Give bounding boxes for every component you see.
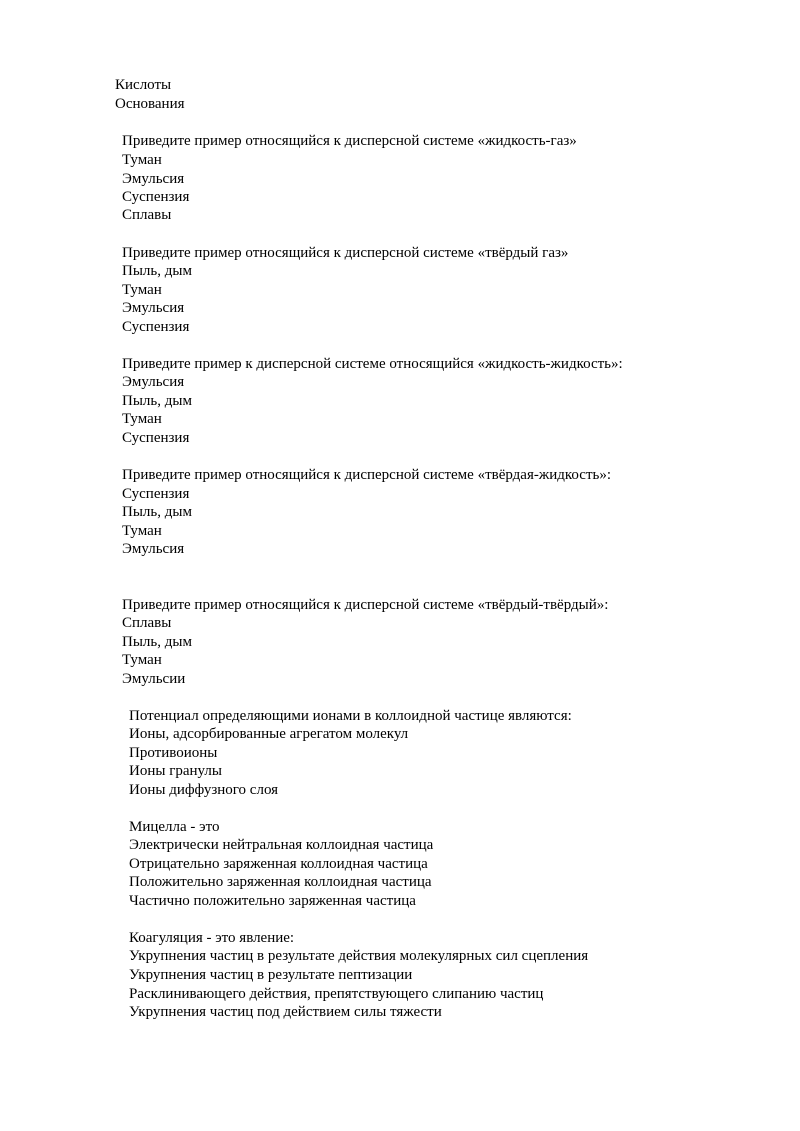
answer-option: Эмульсия: [122, 300, 185, 316]
question-prompt: Потенциал определяющими ионами в коллоидной частице являются:: [129, 708, 572, 724]
answer-option: Расклинивающего действия, препятствующего слипанию частиц: [129, 986, 544, 1002]
answer-option: Отрицательно заряженная коллоидная частица: [129, 856, 428, 872]
intro-line: Кислоты: [115, 77, 172, 93]
answer-option: Туман: [122, 411, 162, 427]
answer-option: Электрически нейтральная коллоидная частица: [129, 837, 434, 853]
question-prompt: Коагуляция - это явление:: [129, 930, 295, 946]
answer-option: Пыль, дым: [122, 634, 192, 650]
answer-option: Эмульсии: [122, 671, 186, 687]
answer-option: Туман: [122, 152, 162, 168]
answer-option: Туман: [122, 523, 162, 539]
answer-option: Сплавы: [122, 615, 172, 631]
answer-option: Ионы, адсорбированные агрегатом молекул: [129, 726, 409, 742]
question-prompt: Приведите пример относящийся к дисперсной системе «твёрдый-твёрдый»:: [122, 597, 609, 613]
answer-option: Укрупнения частиц в результате действия молекулярных сил сцепления: [129, 948, 589, 964]
answer-option: Укрупнения частиц под действием силы тяжести: [129, 1004, 442, 1020]
answer-option: Положительно заряженная коллоидная частица: [129, 874, 432, 890]
question-prompt: Приведите пример относящийся к дисперсной системе «твёрдый газ»: [122, 245, 569, 261]
answer-option: Суспензия: [122, 486, 190, 502]
answer-option: Ионы гранулы: [129, 763, 222, 779]
answer-option: Пыль, дым: [122, 393, 192, 409]
answer-option: Противоионы: [129, 745, 218, 761]
answer-option: Пыль, дым: [122, 504, 192, 520]
answer-option: Туман: [122, 652, 162, 668]
answer-option: Эмульсия: [122, 171, 185, 187]
question-prompt: Приведите пример относящийся к дисперсной системе «жидкость-газ»: [122, 133, 577, 149]
question-prompt: Приведите пример относящийся к дисперсной системе «твёрдая-жидкость»:: [122, 467, 612, 483]
answer-option: Суспензия: [122, 189, 190, 205]
answer-option: Пыль, дым: [122, 263, 192, 279]
answer-option: Ионы диффузного слоя: [129, 782, 279, 798]
answer-option: Укрупнения частиц в результате пептизации: [129, 967, 413, 983]
question-prompt: Приведите пример к дисперсной системе относящийся «жидкость-жидкость»:: [122, 356, 623, 372]
question-prompt: Мицелла - это: [129, 819, 220, 835]
intro-line: Основания: [115, 96, 185, 112]
answer-option: Суспензия: [122, 319, 190, 335]
answer-option: Эмульсия: [122, 541, 185, 557]
answer-option: Эмульсия: [122, 374, 185, 390]
answer-option: Туман: [122, 282, 162, 298]
answer-option: Частично положительно заряженная частица: [129, 893, 416, 909]
answer-option: Сплавы: [122, 207, 172, 223]
answer-option: Суспензия: [122, 430, 190, 446]
